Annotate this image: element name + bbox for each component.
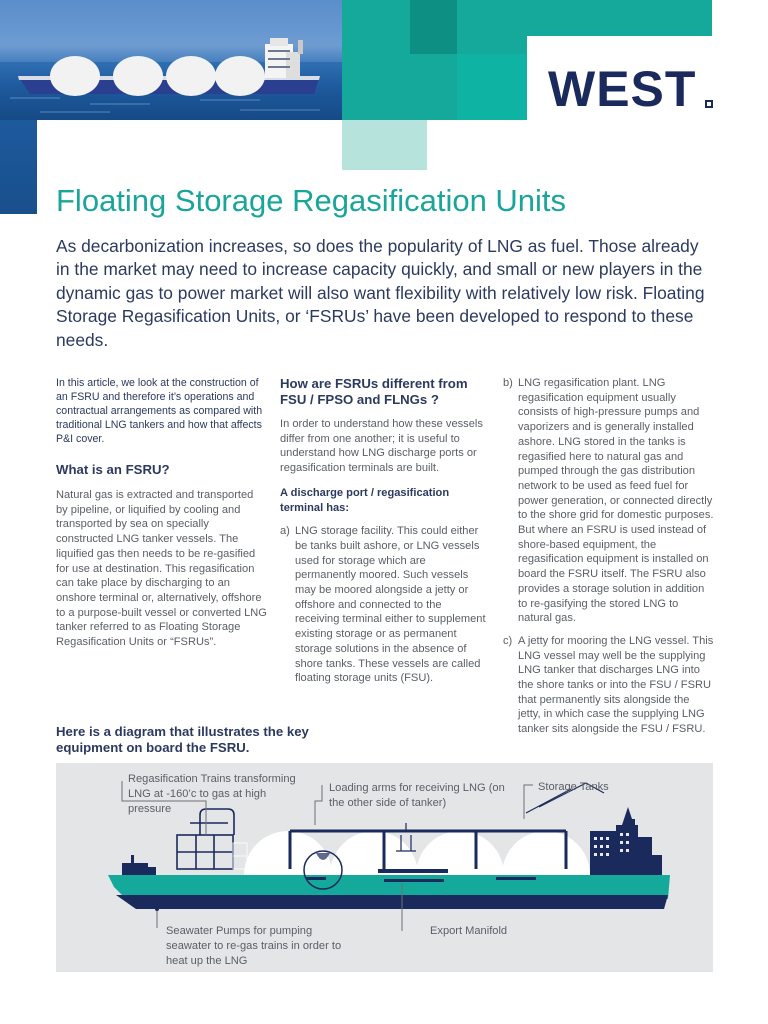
intro-paragraph: As decarbonization increases, so does the popularity of LNG as fuel. Those already in the market may need to increase capacity quickly, and small or new players in the dynamic gas to power market will also want flexibility with relatively low risk. Floating Storage Regasification Units, or ‘FSRUs’ have been developed to respond to these needs. [56, 236, 705, 350]
list-text-c: A jetty for mooring the LNG vessel. This LNG vessel may well be the supplying LNG tanker that discharges LNG into the shore tanks or into the FSU / FSRU that permanently sits alongside the jetty, in which case the supplying LNG tanker sits alongside the FSU / FSRU. [518, 634, 714, 736]
storage-tank-2 [330, 831, 418, 875]
section-body-what-is-fsru: Natural gas is extracted and transported by pipeline, or liquified by cooling and transported by sea on specially constructed LNG tanker vessels. The liquified gas then needs to be re-gasified for use at destination. This regasification can take place by discharging to an onshore terminal or, alternatively, offshore to a purpose-built vessel or converted LNG tanker referred to as Floating Storage Regasification Units or “FSRUs”. [56, 489, 267, 649]
leader-loading [315, 785, 322, 825]
subheading-discharge-port: A discharge port / regasification terminal has: [280, 486, 450, 514]
header-white-notch [712, 0, 768, 36]
list-marker-b: b) [503, 377, 513, 389]
header-teal-band [527, 0, 712, 36]
header-photo-lng-tanker [0, 0, 342, 120]
list-text-a: LNG storage facility. This could either be tanks built ashore, or LNG vessels used for storage which are permanently moored. Such vessels may be moored alongside a jetty or offshore and connected to the receiving terminal either to supplement existing storage or as permanent storage solutions in the absence of shore tanks. These vessels are called floating storage units (FSU). [295, 525, 486, 685]
list-marker-c: c) [503, 634, 513, 647]
page-title: Floating Storage Regasification Units [56, 183, 567, 218]
header-light-teal-block [342, 120, 427, 170]
list-text-b: LNG regasification plant. LNG regasification equipment usually consists of high-pressure pumps and vaporizers and is generally installed ashore. LNG stored in the tanks is regasified here to natural gas and pumped through the gas distribution network to be used as feed fuel for power generation, or connected directly to the shore grid for domestic purposes. But where an FSRU is used instead of shore-based equipment, the regasification equipment is installed on board the FSRU itself. The FSRU also provides a storage solution in addition to re-gasifying the stored LNG to natural gas. [518, 377, 714, 625]
label-storage-tanks: Storage Tanks [538, 781, 609, 793]
section-heading-fsru-differences: How are FSRUs different from FSU / FPSO and FLNGs ? [280, 376, 468, 407]
header-teal-square-2 [457, 54, 527, 120]
article-lead: In this article, we look at the construction of an FSRU and therefore it’s operations and contractual arrangements as compared with traditional LNG tankers and how that affects P&I cover. [56, 377, 263, 445]
storage-tank-3 [416, 831, 504, 875]
list-item-a [280, 524, 486, 686]
list-marker-a: a) [280, 525, 290, 538]
header-teal-square [410, 0, 457, 54]
leader-storage [524, 785, 533, 819]
storage-tank-4 [502, 831, 590, 875]
fsru-diagram [56, 763, 713, 972]
label-loading-arms: Loading arms for receiving LNG (on the other side of tanker) [329, 782, 505, 809]
label-export-manifold: Export Manifold [430, 925, 508, 937]
section-heading-what-is-fsru: What is an FSRU? [56, 462, 170, 477]
column-3 [503, 376, 715, 737]
label-seawater-pumps: Seawater Pumps for pumping seawater to re-gas trains in order to heat up the LNG [166, 925, 342, 967]
list-item-c [503, 634, 715, 737]
west-logo: WEST [548, 61, 697, 117]
column-2 [280, 376, 486, 686]
header-photo-strip [0, 120, 37, 214]
logo-square-mark [705, 100, 713, 108]
diagram-caption: Here is a diagram that illustrates the key equipment on board the FSRU. [56, 724, 309, 755]
column-1 [56, 376, 268, 650]
section-body-fsru-differences: In order to understand how these vessels differ from one another; it is useful to understand how LNG discharge ports or regasification terminals are built. [280, 418, 483, 475]
list-item-b [503, 376, 715, 626]
label-regasification-trains: Regasification Trains transforming LNG at -160’c to gas at high pressure [128, 773, 296, 815]
